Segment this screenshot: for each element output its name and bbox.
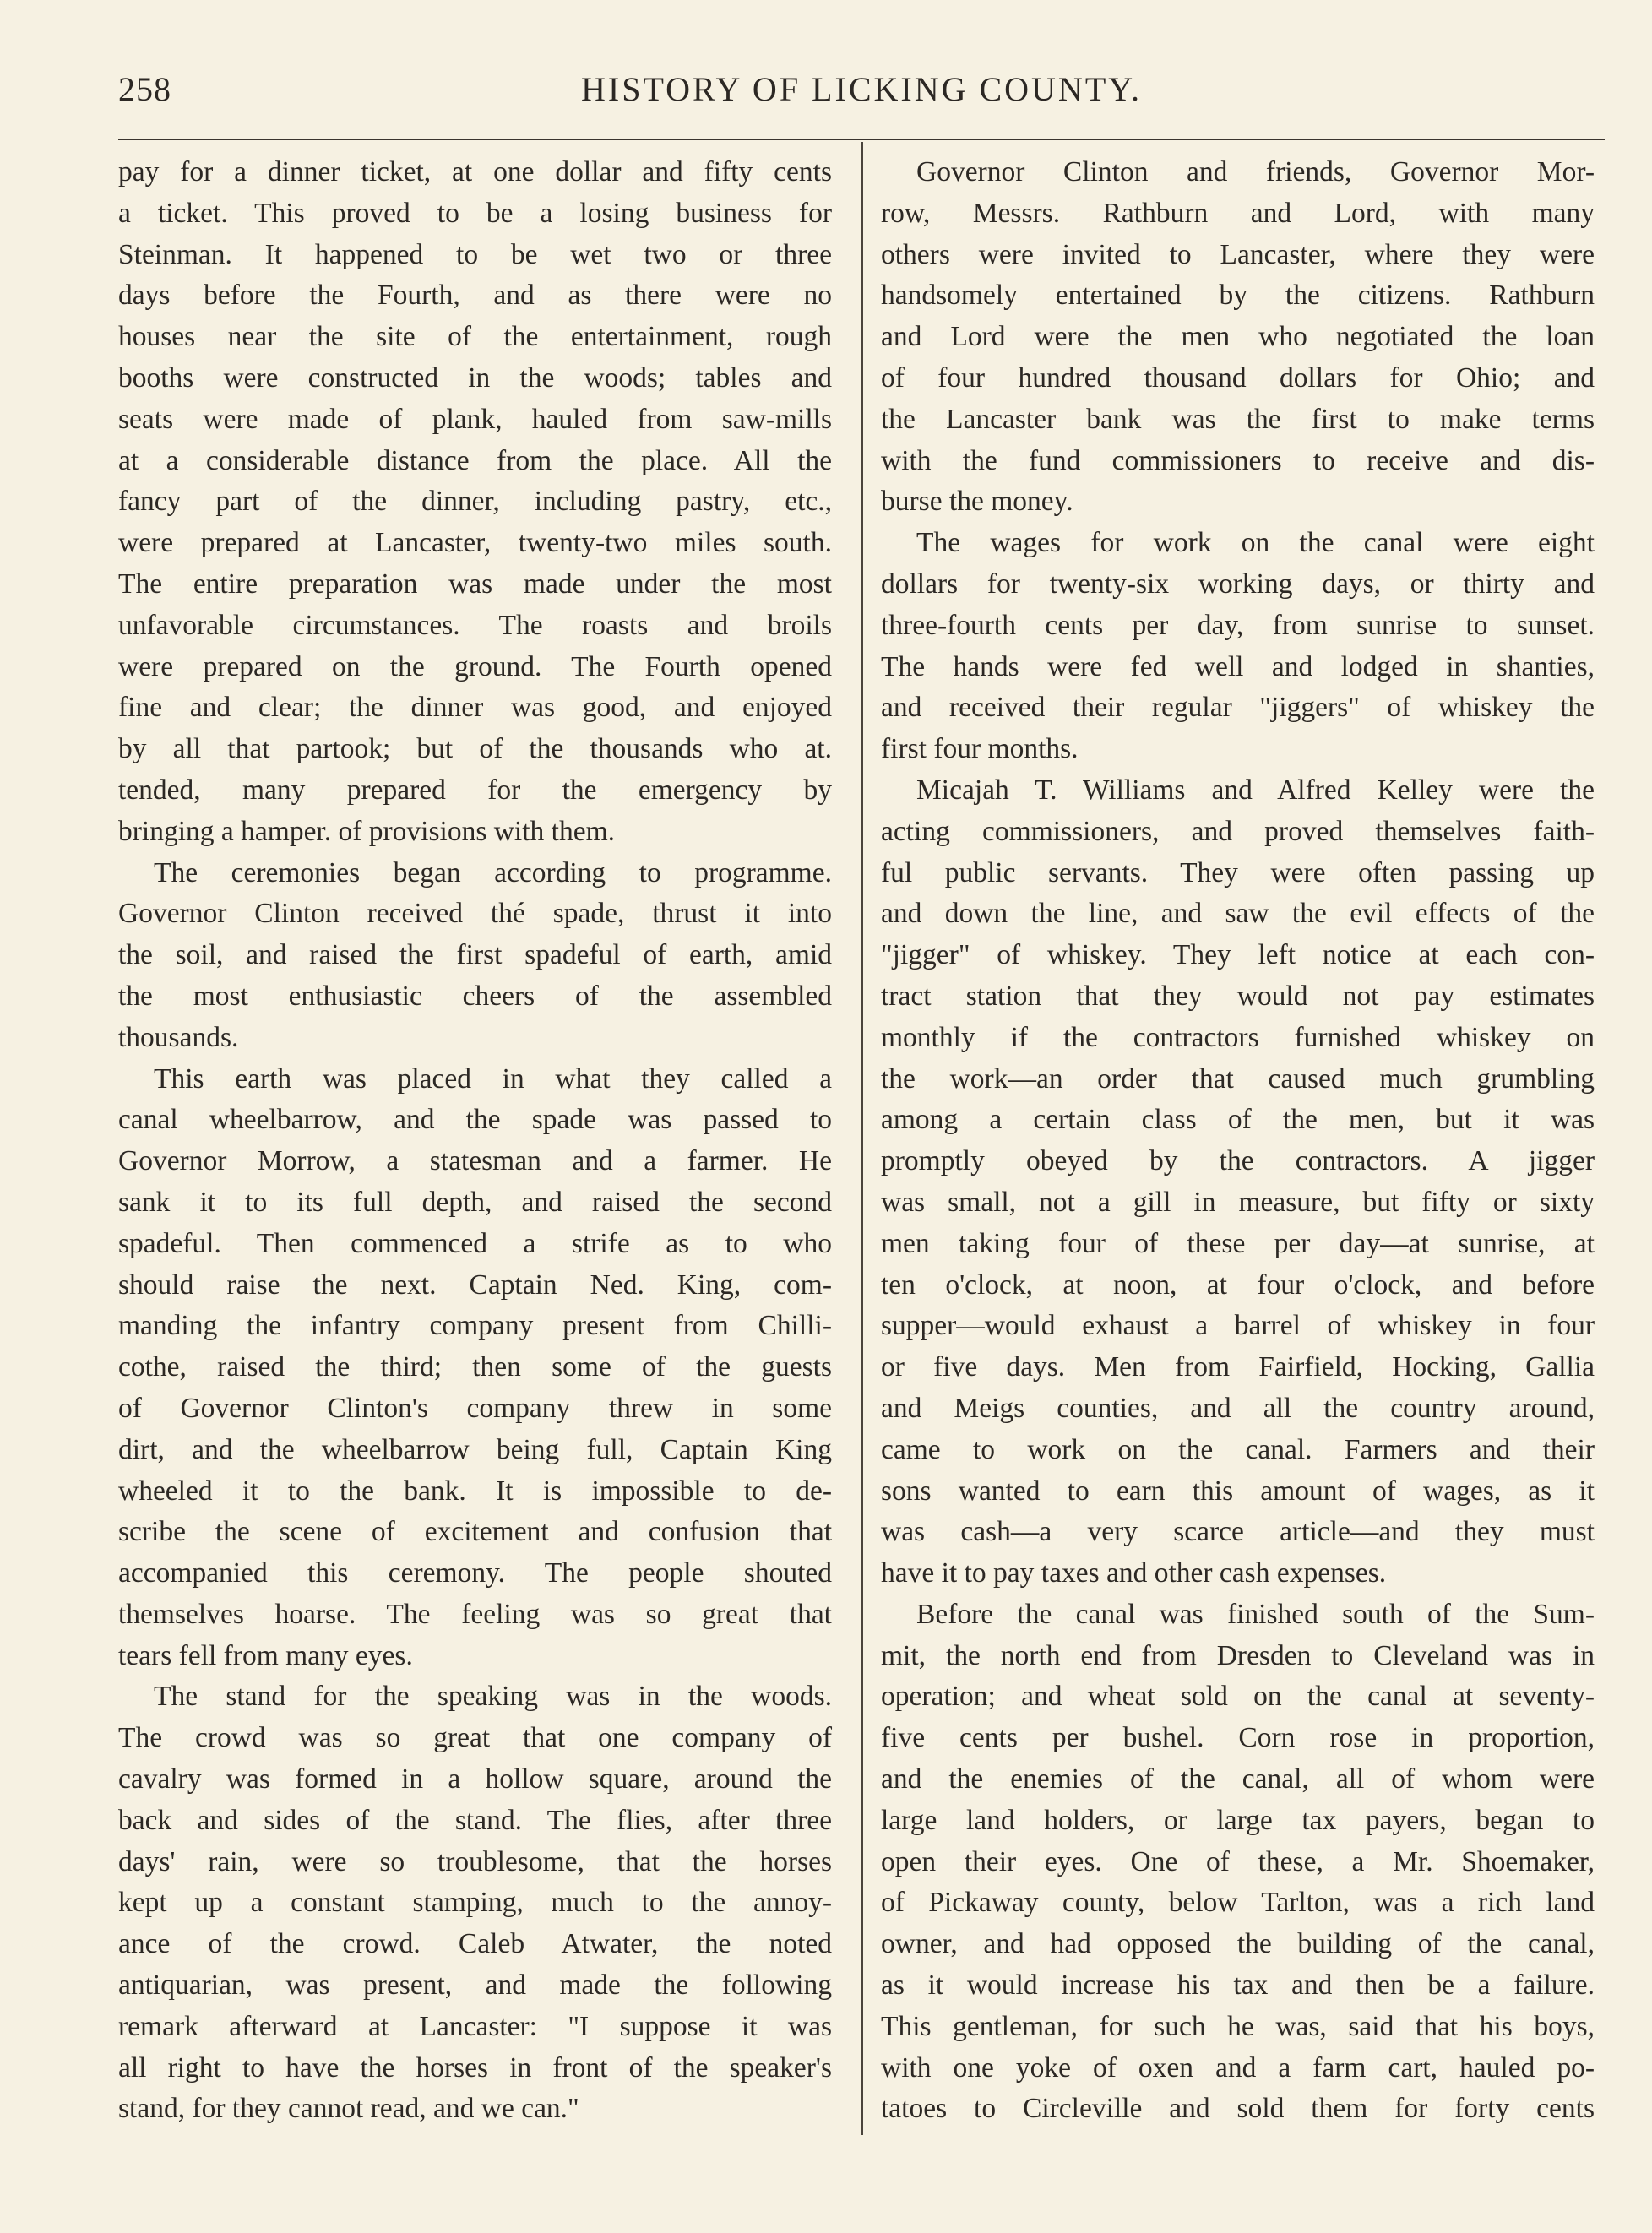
- text-line: of four hundred thousand dollars for Ohio; and: [881, 361, 1595, 394]
- text-line: of Pickaway county, below Tarlton, was a rich land: [881, 1887, 1595, 1919]
- text-line: or five days. Men from Fairfield, Hocking, Gallia: [881, 1351, 1595, 1383]
- text-line: houses near the site of the entertainment, rough: [118, 321, 832, 353]
- text-line: should raise the next. Captain Ned. King, com-: [118, 1269, 832, 1301]
- text-line: were prepared at Lancaster, twenty-two miles south.: [118, 527, 832, 559]
- text-line: and received their regular "jiggers" of whiskey the: [881, 692, 1595, 724]
- text-line: a ticket. This proved to be a losing business for: [118, 197, 832, 229]
- text-line: Governor Clinton received thé spade, thrust it into: [118, 898, 832, 930]
- text-line: The stand for the speaking was in the woods.: [154, 1681, 832, 1713]
- text-line: tears fell from many eyes.: [118, 1639, 413, 1671]
- right-column: [881, 152, 1595, 2130]
- text-line: tract station that they would not pay estimates: [881, 980, 1595, 1012]
- text-line: the soil, and raised the first spadeful of earth, amid: [118, 939, 832, 971]
- text-line: all right to have the horses in front of the speaker's: [118, 2051, 832, 2084]
- text-line: remark afterward at Lancaster: "I suppose it was: [118, 2010, 832, 2042]
- text-line: ful public servants. They were often passing up: [881, 856, 1595, 888]
- text-line: by all that partook; but of the thousands who at.: [118, 733, 832, 765]
- text-line: pay for a dinner ticket, at one dollar and fifty cents: [118, 156, 832, 187]
- text-line: days before the Fourth, and as there were no: [118, 280, 832, 312]
- text-line: large land holders, or large tax payers, began to: [881, 1804, 1595, 1836]
- text-line: The wages for work on the canal were eight: [916, 527, 1595, 559]
- text-line: mit, the north end from Dresden to Cleveland was in: [881, 1639, 1595, 1671]
- text-line: others were invited to Lancaster, where they were: [881, 238, 1595, 270]
- text-line: cavalry was formed in a hollow square, around the: [118, 1763, 832, 1796]
- text-line: men taking four of these per day—at sunrise, at: [881, 1227, 1595, 1259]
- text-line: scribe the scene of excitement and confusion that: [118, 1516, 832, 1548]
- text-line: cothe, raised the third; then some of the guests: [118, 1351, 832, 1383]
- text-line: five cents per bushel. Corn rose in proportion,: [881, 1722, 1595, 1754]
- text-line: at a considerable distance from the place. All the: [118, 444, 832, 476]
- text-line: seats were made of plank, hauled from saw-mills: [118, 403, 832, 435]
- running-title: HISTORY OF LICKING COUNTY.: [581, 70, 1142, 108]
- text-line: days' rain, were so troublesome, that the horses: [118, 1845, 832, 1877]
- text-line: with one yoke of oxen and a farm cart, hauled po-: [881, 2051, 1595, 2084]
- text-line: themselves hoarse. The feeling was so great that: [118, 1598, 832, 1630]
- text-line: open their eyes. One of these, a Mr. Shoemaker,: [881, 1845, 1595, 1877]
- text-line: booths were constructed in the woods; tables and: [118, 361, 832, 394]
- page-header: [118, 69, 1605, 120]
- text-line: monthly if the contractors furnished whiskey on: [881, 1021, 1595, 1053]
- text-line: back and sides of the stand. The flies, after three: [118, 1804, 832, 1836]
- text-line: operation; and wheat sold on the canal at seventy-: [881, 1681, 1595, 1713]
- text-line: and down the line, and saw the evil effects of the: [881, 898, 1595, 930]
- text-line: Micajah T. Williams and Alfred Kelley were the: [916, 774, 1595, 806]
- text-line: canal wheelbarrow, and the spade was passed to: [118, 1104, 832, 1136]
- text-line: fine and clear; the dinner was good, and enjoyed: [118, 692, 832, 724]
- text-line: Governor Clinton and friends, Governor Mor-: [916, 156, 1595, 187]
- text-line: was small, not a gill in measure, but fifty or sixty: [881, 1186, 1595, 1218]
- text-line: dirt, and the wheelbarrow being full, Captain King: [118, 1433, 832, 1465]
- text-line: the work—an order that caused much grumbling: [881, 1062, 1595, 1095]
- text-line: stand, for they cannot read, and we can.": [118, 2093, 579, 2125]
- text-line: thousands.: [118, 1021, 239, 1053]
- left-column: [118, 152, 832, 2130]
- text-line: antiquarian, was present, and made the following: [118, 1969, 832, 2002]
- text-line: were prepared on the ground. The Fourth opened: [118, 650, 832, 682]
- text-line: acting commissioners, and proved themselves faith-: [881, 815, 1595, 847]
- text-line: tended, many prepared for the emergency by: [118, 774, 832, 806]
- text-line: unfavorable circumstances. The roasts and broils: [118, 609, 832, 641]
- text-line: Governor Morrow, a statesman and a farmer. He: [118, 1145, 832, 1177]
- text-line: kept up a constant stamping, much to the annoy-: [118, 1887, 832, 1919]
- text-line: promptly obeyed by the contractors. A jigger: [881, 1145, 1595, 1177]
- text-line: owner, and had opposed the building of the canal,: [881, 1928, 1595, 1960]
- text-line: came to work on the canal. Farmers and their: [881, 1433, 1595, 1465]
- text-line: This earth was placed in what they called a: [154, 1062, 832, 1095]
- text-line: Before the canal was finished south of the Sum-: [916, 1598, 1595, 1630]
- text-line: fancy part of the dinner, including pastry, etc.,: [118, 486, 832, 518]
- text-line: three-fourth cents per day, from sunrise to sunset.: [881, 609, 1595, 641]
- text-line: ten o'clock, at noon, at four o'clock, and before: [881, 1269, 1595, 1301]
- text-line: wheeled it to the bank. It is impossible to de-: [118, 1475, 832, 1507]
- text-line: Steinman. It happened to be wet two or three: [118, 238, 832, 270]
- text-line: row, Messrs. Rathburn and Lord, with many: [881, 197, 1595, 229]
- text-line: supper—would exhaust a barrel of whiskey in four: [881, 1310, 1595, 1342]
- text-line: first four months.: [881, 733, 1079, 765]
- text-line: sank it to its full depth, and raised the second: [118, 1186, 832, 1218]
- text-line: the most enthusiastic cheers of the assembled: [118, 980, 832, 1012]
- text-line: accompanied this ceremony. The people shouted: [118, 1557, 832, 1589]
- column-divider: [861, 142, 863, 2135]
- text-line: and Meigs counties, and all the country around,: [881, 1392, 1595, 1424]
- text-line: the Lancaster bank was the first to make terms: [881, 403, 1595, 435]
- page-number: 258: [118, 70, 171, 108]
- text-line: of Governor Clinton's company threw in some: [118, 1392, 832, 1424]
- text-line: The crowd was so great that one company of: [118, 1722, 832, 1754]
- text-line: among a certain class of the men, but it was: [881, 1104, 1595, 1136]
- text-line: manding the infantry company present from Chilli-: [118, 1310, 832, 1342]
- text-line: tatoes to Circleville and sold them for forty cents: [881, 2093, 1595, 2125]
- text-line: spadeful. Then commenced a strife as to who: [118, 1227, 832, 1259]
- text-line: was cash—a very scarce article—and they must: [881, 1516, 1595, 1548]
- text-line: handsomely entertained by the citizens. Rathburn: [881, 280, 1595, 312]
- text-line: with the fund commissioners to receive and dis-: [881, 444, 1595, 476]
- text-line: and the enemies of the canal, all of whom were: [881, 1763, 1595, 1796]
- text-line: bringing a hamper. of provisions with them.: [118, 815, 616, 847]
- text-line: "jigger" of whiskey. They left notice at each con-: [881, 939, 1595, 971]
- text-line: This gentleman, for such he was, said that his boys,: [881, 2010, 1595, 2042]
- text-line: and Lord were the men who negotiated the loan: [881, 321, 1595, 353]
- text-line: burse the money.: [881, 486, 1073, 518]
- text-line: The hands were fed well and lodged in shanties,: [881, 650, 1595, 682]
- text-line: as it would increase his tax and then be a failure.: [881, 1969, 1595, 2002]
- text-line: ance of the crowd. Caleb Atwater, the noted: [118, 1928, 832, 1960]
- text-line: dollars for twenty-six working days, or thirty and: [881, 568, 1595, 600]
- text-line: sons wanted to earn this amount of wages, as it: [881, 1475, 1595, 1507]
- text-line: have it to pay taxes and other cash expenses.: [881, 1557, 1387, 1589]
- text-line: The entire preparation was made under the most: [118, 568, 832, 600]
- header-rule: [118, 139, 1605, 140]
- text-line: The ceremonies began according to programme.: [154, 856, 832, 888]
